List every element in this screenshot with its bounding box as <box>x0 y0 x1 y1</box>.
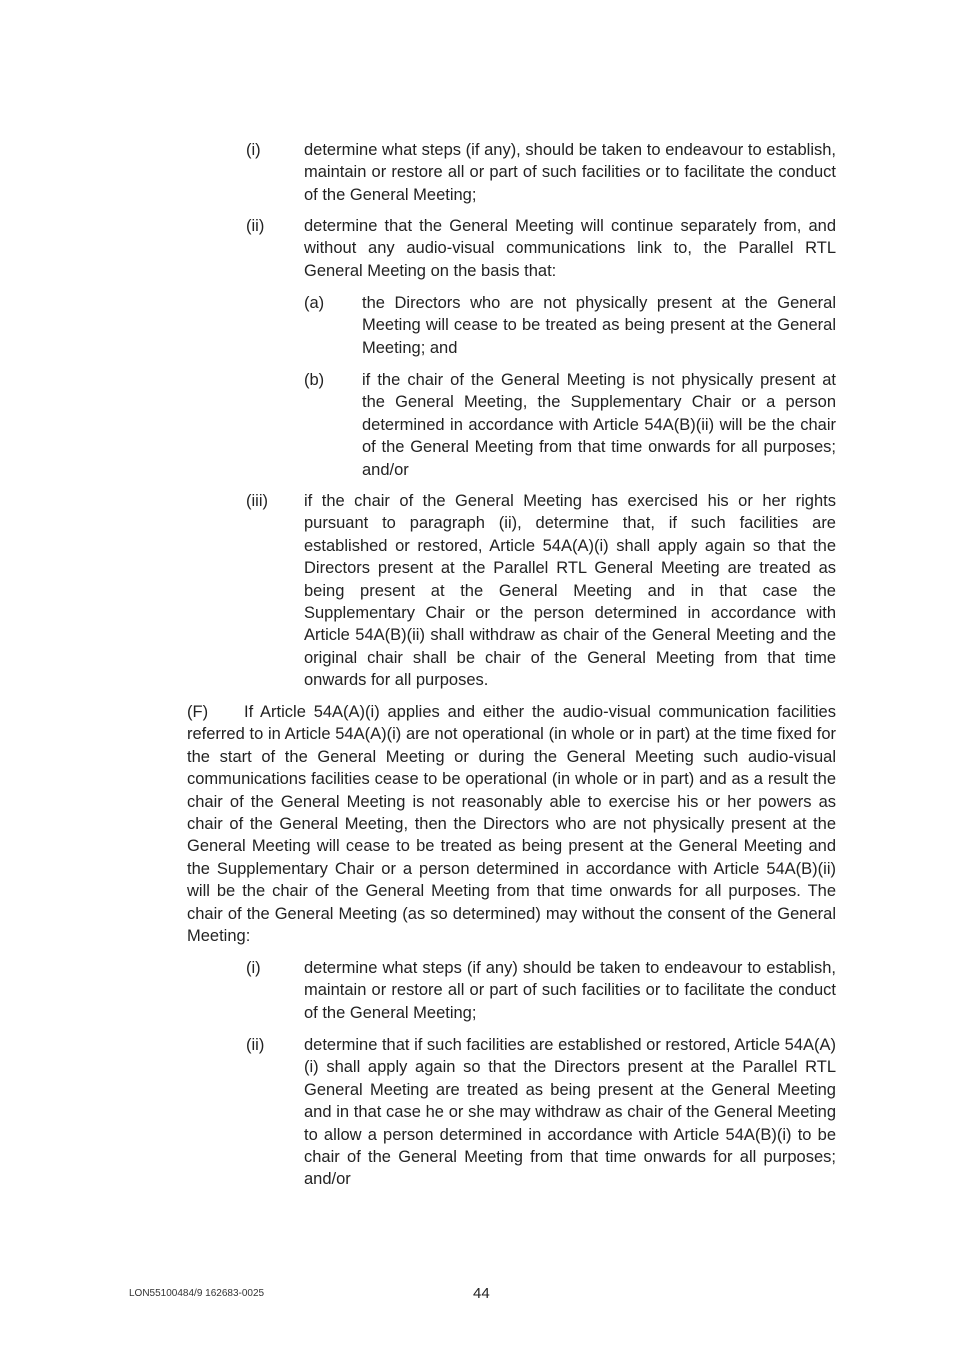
section-f-paragraph <box>187 701 836 947</box>
list-item-text: determine that if such facilities are established or restored, Article 54A(A)(i) shall apply again so that the Directors present at the Parallel RTL General Meeting are treated as being present at the General Meeting and in that case he or she may withdraw as chair of the General Meeting to allow a person determined in accordance with Article 54A(B)(i) to be chair of the General Meeting from that time onwards for all purposes; and/or <box>304 1036 836 1189</box>
section-f-label: (F) <box>187 703 209 721</box>
list-item-label: (i) <box>246 141 261 159</box>
sub-list-item-text: if the chair of the General Meeting is not physically present at the General Meeting, the Supplementary Chair or a person determined in accordance with Article 54A(B)(ii) will be the chair of the General Meeting from that time onwards for all purposes; and/or <box>362 371 836 479</box>
sub-list-item-label: (b) <box>304 371 325 389</box>
list-item-text: determine that the General Meeting will continue separately from, and without any audio-visual communications link to, the Parallel RTL General Meeting on the basis that: <box>304 217 836 280</box>
list-item-text: determine what steps (if any), should be taken to endeavour to establish, maintain or restore all or part of such facilities or to facilitate the conduct of the General Meeting; <box>304 141 836 204</box>
list-item-label: (ii) <box>246 1036 265 1054</box>
list-item-text: if the chair of the General Meeting has exercised his or her rights pursuant to paragraph (ii), determine that, if such facilities are established or restored, Article 54A(A)(i) shall apply again so that the Directors present at the Parallel RTL General Meeting are treated as being present at the General Meeting and in that case the Supplementary Chair or the person determined in accordance with Article 54A(B)(ii) shall withdraw as chair of the General Meeting and the original chair shall be chair of the General Meeting from that time onwards for all purposes. <box>304 492 836 690</box>
list-item-label: (iii) <box>246 492 268 510</box>
section-f-text: If Article 54A(A)(i) applies and either the audio-visual communication facilities referred to in Article 54A(A)(i) are not operational (in whole or in part) at the time fixed for the start of the General Meeting or during the General Meeting such audio-visual communications facilities cease to be operational (in whole or in part) and as a result the chair of the General Meeting is not reasonably able to exercise his or her powers as chair of the General Meeting, then the Directors who are not physically present at the General Meeting will cease to be treated as being present at the General Meeting and the Supplementary Chair or a person determined in accordance with Article 54A(B)(ii) will be the chair of the General Meeting from that time onwards for all purposes. The chair of the General Meeting (as so determined) may without the consent of the General Meeting: <box>187 703 836 946</box>
list-item-text: determine what steps (if any) should be taken to endeavour to establish, maintain or restore all or part of such facilities or to facilitate the conduct of the General Meeting; <box>304 959 836 1022</box>
list-item-label: (i) <box>246 959 261 977</box>
page-number: 44 <box>473 1285 490 1302</box>
sub-list-item-text: the Directors who are not physically present at the General Meeting will cease to be treated as being present at the General Meeting; and <box>362 294 836 357</box>
footer-document-reference: LON55100484/9 162683-0025 <box>129 1288 265 1299</box>
sub-list-item-label: (a) <box>304 294 325 312</box>
list-item-label: (ii) <box>246 217 265 235</box>
